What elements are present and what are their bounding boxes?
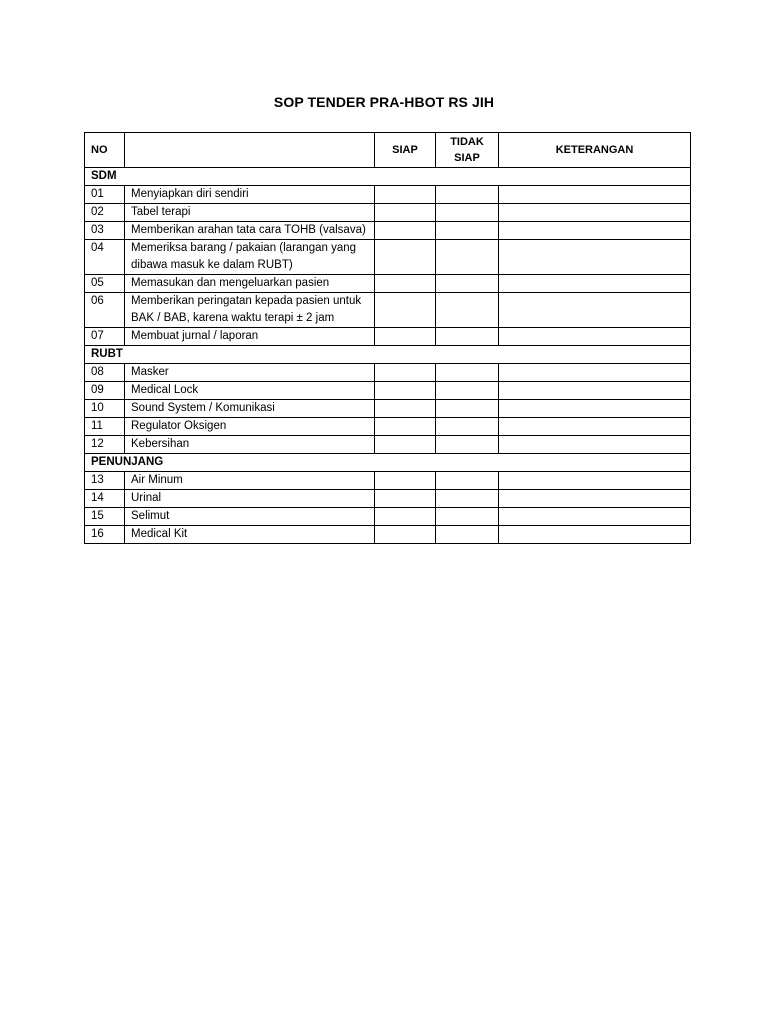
section-row (85, 454, 691, 472)
row-item: Memberikan peringatan kepada pasien untuk BAK / BAB, karena waktu terapi ± 2 jam (125, 293, 375, 328)
row-number: 09 (85, 382, 125, 400)
table-row (85, 364, 691, 382)
row-item: Sound System / Komunikasi (125, 400, 375, 418)
siap-cell (375, 418, 436, 436)
table-row (85, 240, 691, 275)
row-item: Memasukan dan mengeluarkan pasien (125, 275, 375, 293)
keterangan-cell (499, 222, 691, 240)
keterangan-cell (499, 472, 691, 490)
table-row (85, 526, 691, 544)
row-item: Memeriksa barang / pakaian (larangan yang dibawa masuk ke dalam RUBT) (125, 240, 375, 275)
row-item: Urinal (125, 490, 375, 508)
keterangan-cell (499, 186, 691, 204)
siap-cell (375, 328, 436, 346)
row-item: Membuat jurnal / laporan (125, 328, 375, 346)
table-row (85, 382, 691, 400)
tidak-siap-cell (436, 490, 499, 508)
tidak-siap-cell (436, 508, 499, 526)
row-item: Air Minum (125, 472, 375, 490)
section-row (85, 346, 691, 364)
siap-cell (375, 472, 436, 490)
row-item: Kebersihan (125, 436, 375, 454)
siap-cell (375, 526, 436, 544)
sop-checklist-table (84, 132, 691, 544)
row-number: 14 (85, 490, 125, 508)
siap-cell (375, 275, 436, 293)
row-number: 08 (85, 364, 125, 382)
siap-cell (375, 222, 436, 240)
keterangan-cell (499, 204, 691, 222)
header-item (125, 133, 375, 168)
keterangan-cell (499, 508, 691, 526)
siap-cell (375, 400, 436, 418)
siap-cell (375, 382, 436, 400)
tidak-siap-cell (436, 275, 499, 293)
tidak-siap-cell (436, 328, 499, 346)
tidak-siap-cell (436, 240, 499, 275)
row-number: 11 (85, 418, 125, 436)
header-keterangan: KETERANGAN (499, 133, 691, 168)
siap-cell (375, 186, 436, 204)
row-item: Memberikan arahan tata cara TOHB (valsava) (125, 222, 375, 240)
keterangan-cell (499, 400, 691, 418)
table-header-row (85, 133, 691, 168)
table-row (85, 204, 691, 222)
table-row (85, 400, 691, 418)
table-row (85, 508, 691, 526)
section-row (85, 168, 691, 186)
table-row (85, 418, 691, 436)
tidak-siap-cell (436, 293, 499, 328)
row-number: 01 (85, 186, 125, 204)
tidak-siap-cell (436, 186, 499, 204)
header-no: NO (85, 133, 125, 168)
row-item: Selimut (125, 508, 375, 526)
row-item: Medical Kit (125, 526, 375, 544)
row-number: 10 (85, 400, 125, 418)
header-siap: SIAP (375, 133, 436, 168)
section-title: SDM (85, 168, 691, 186)
row-number: 12 (85, 436, 125, 454)
siap-cell (375, 436, 436, 454)
tidak-siap-cell (436, 418, 499, 436)
keterangan-cell (499, 436, 691, 454)
keterangan-cell (499, 328, 691, 346)
keterangan-cell (499, 526, 691, 544)
tidak-siap-cell (436, 472, 499, 490)
table-row (85, 222, 691, 240)
row-item: Medical Lock (125, 382, 375, 400)
keterangan-cell (499, 275, 691, 293)
row-number: 16 (85, 526, 125, 544)
table-row (85, 186, 691, 204)
siap-cell (375, 490, 436, 508)
siap-cell (375, 293, 436, 328)
siap-cell (375, 204, 436, 222)
keterangan-cell (499, 240, 691, 275)
keterangan-cell (499, 293, 691, 328)
siap-cell (375, 508, 436, 526)
table-row (85, 275, 691, 293)
tidak-siap-cell (436, 364, 499, 382)
row-number: 06 (85, 293, 125, 328)
keterangan-cell (499, 418, 691, 436)
table-row (85, 436, 691, 454)
siap-cell (375, 364, 436, 382)
keterangan-cell (499, 364, 691, 382)
row-number: 03 (85, 222, 125, 240)
tidak-siap-cell (436, 436, 499, 454)
page-title: SOP TENDER PRA-HBOT RS JIH (273, 94, 495, 110)
row-number: 15 (85, 508, 125, 526)
row-number: 07 (85, 328, 125, 346)
table-row (85, 328, 691, 346)
section-title: PENUNJANG (85, 454, 691, 472)
table-row (85, 490, 691, 508)
tidak-siap-cell (436, 400, 499, 418)
row-item: Menyiapkan diri sendiri (125, 186, 375, 204)
table-body (85, 168, 691, 544)
row-number: 02 (85, 204, 125, 222)
tidak-siap-cell (436, 526, 499, 544)
tidak-siap-cell (436, 204, 499, 222)
header-tidak-siap: TIDAK SIAP (436, 133, 499, 168)
tidak-siap-cell (436, 382, 499, 400)
siap-cell (375, 240, 436, 275)
row-number: 13 (85, 472, 125, 490)
keterangan-cell (499, 382, 691, 400)
section-title: RUBT (85, 346, 691, 364)
row-item: Masker (125, 364, 375, 382)
row-item: Regulator Oksigen (125, 418, 375, 436)
row-number: 05 (85, 275, 125, 293)
table-row (85, 472, 691, 490)
row-number: 04 (85, 240, 125, 275)
keterangan-cell (499, 490, 691, 508)
row-item: Tabel terapi (125, 204, 375, 222)
table-row (85, 293, 691, 328)
tidak-siap-cell (436, 222, 499, 240)
